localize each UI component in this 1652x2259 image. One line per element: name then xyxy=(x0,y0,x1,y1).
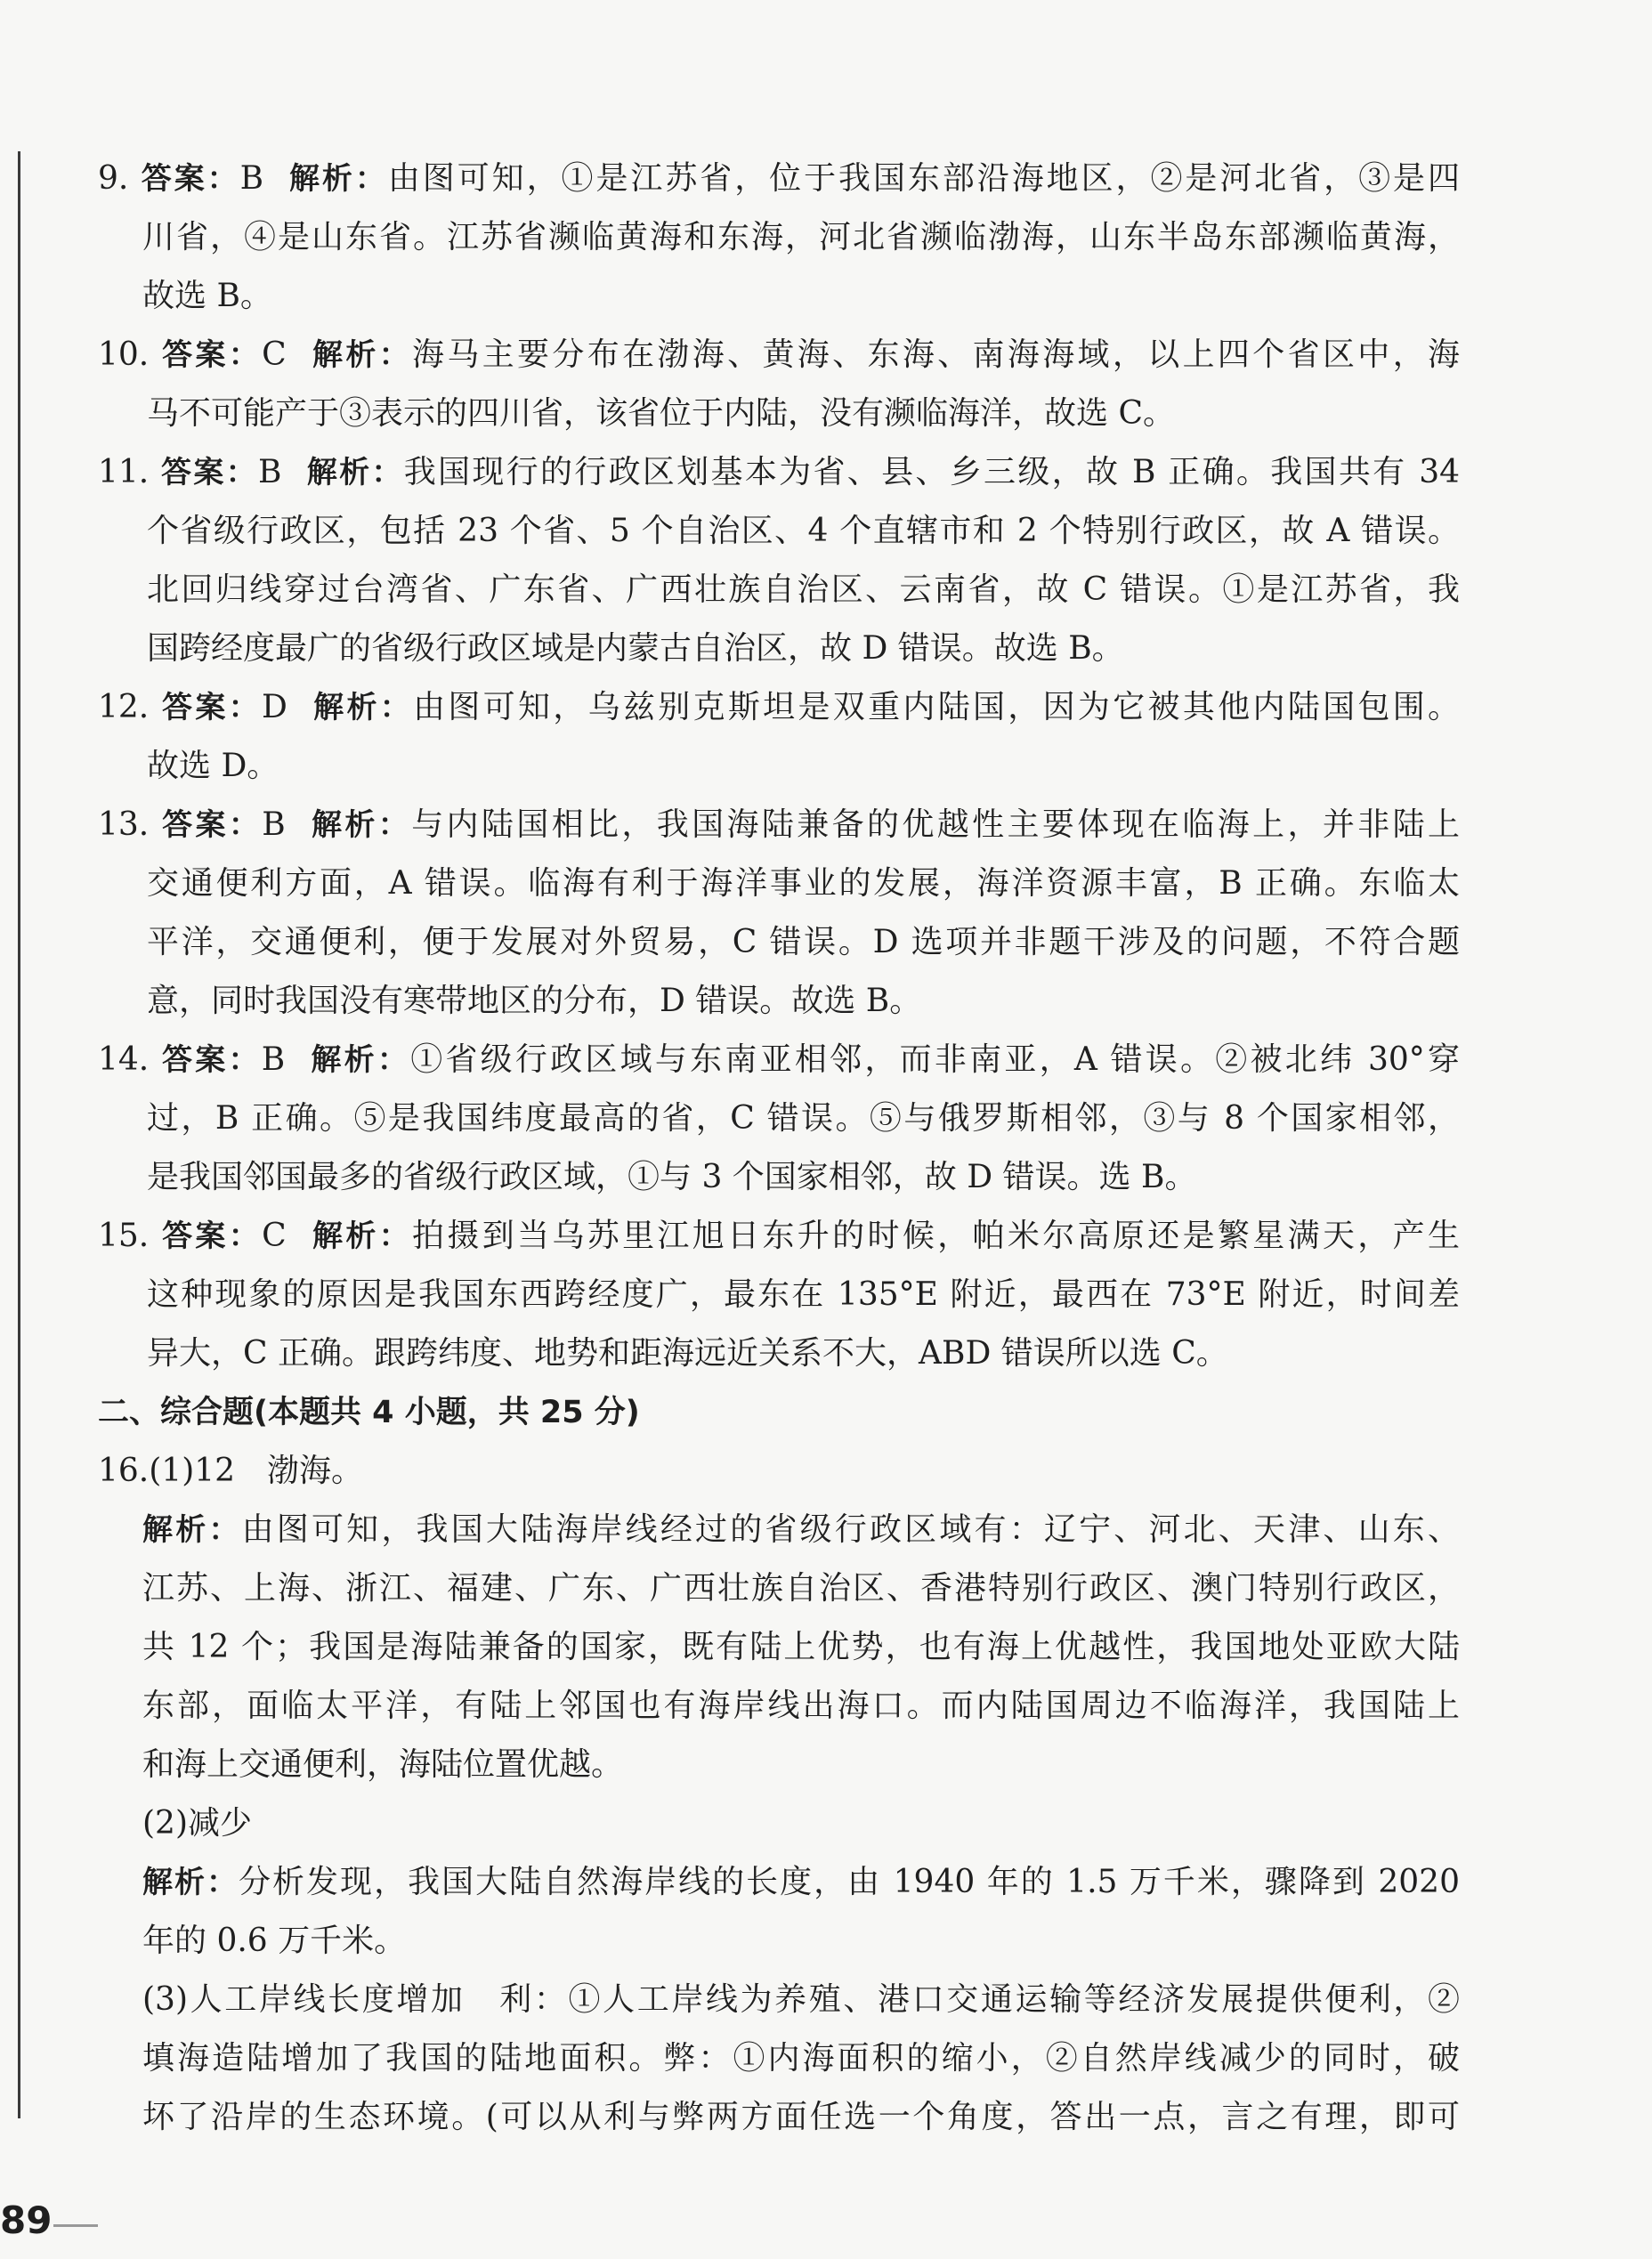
q16-analysis-1-line-4: 东部，面临太平洋，有陆上邻国也有海岸线出海口。而内陆国周边不临海洋，我国陆上 xyxy=(142,1688,1460,1724)
q16-analysis-2-line-1: 解析：分析发现，我国大陆自然海岸线的长度，由 1940 年的 1.5 万千米，骤降到 2020 xyxy=(142,1864,1460,1900)
q10-line-2: 马不可能产于③表示的四川省，该省位于内陆，没有濒临海洋，故选 C。 xyxy=(147,395,1175,432)
q16-analysis-1-line-5: 和海上交通便利，海陆位置优越。 xyxy=(142,1746,624,1783)
q9-line-1: 9. 答案：B 解析：由图可知，①是江苏省，位于我国东部沿海地区，②是河北省，③是四 xyxy=(98,160,1460,197)
q13-line-1: 13. 答案：B 解析：与内陆国相比，我国海陆兼备的优越性主要体现在临海上，并非陆上 xyxy=(98,806,1461,843)
q9-line-2: 川省，④是山东省。江苏省濒临黄海和东海，河北省濒临渤海，山东半岛东部濒临黄海， xyxy=(142,219,1460,255)
q16-part-1: 16.(1)12 渤海。 xyxy=(98,1453,364,1489)
q10-line-1: 10. 答案：C 解析：海马主要分布在渤海、黄海、东海、南海海域，以上四个省区中，海 xyxy=(98,336,1460,373)
q11-line-4: 国跨经度最广的省级行政区域是内蒙古自治区，故 D 错误。故选 B。 xyxy=(147,630,1124,667)
margin-rule xyxy=(18,151,20,2118)
q11-line-1: 11. 答案：B 解析：我国现行的行政区划基本为省、县、乡三级，故 B 正确。我国共有 34 xyxy=(98,454,1461,490)
q9-line-3: 故选 B。 xyxy=(142,278,272,314)
q11-line-3: 北回归线穿过台湾省、广东省、广西壮族自治区、云南省，故 C 错误。①是江苏省，我 xyxy=(147,571,1460,608)
q16-part-3-line-3: 坏了沿岸的生态环境。(可以从利与弊两方面任选一个角度，答出一点，言之有理，即可 xyxy=(142,2099,1460,2135)
answer-content xyxy=(98,150,1460,2147)
q16-analysis-2-line-2: 年的 0.6 万千米。 xyxy=(142,1923,407,1959)
q13-line-2: 交通便利方面，A 错误。临海有利于海洋事业的发展，海洋资源丰富，B 正确。东临太 xyxy=(147,865,1460,902)
page-number: 89 xyxy=(0,2198,53,2242)
q11-line-2: 个省级行政区，包括 23 个省、5 个自治区、4 个直辖市和 2 个特别行政区，故 A 错误。 xyxy=(147,513,1460,549)
q14-line-3: 是我国邻国最多的省级行政区域，①与 3 个国家相邻，故 D 错误。选 B。 xyxy=(147,1159,1197,1195)
q14-line-1: 14. 答案：B 解析：①省级行政区域与东南亚相邻，而非南亚，A 错误。②被北纬 30°穿 xyxy=(98,1041,1461,1078)
q13-line-4: 意，同时我国没有寒带地区的分布，D 错误。故选 B。 xyxy=(147,983,922,1019)
q14-line-2: 过，B 正确。⑤是我国纬度最高的省，C 错误。⑤与俄罗斯相邻，③与 8 个国家相邻， xyxy=(147,1100,1460,1137)
q16-analysis-1-line-3: 共 12 个；我国是海陆兼备的国家，既有陆上优势，也有海上优越性，我国地处亚欧大陆 xyxy=(142,1629,1460,1665)
section-title: 二、综合题(本题共 4 小题，共 25 分) xyxy=(98,1395,640,1430)
q12-line-2: 故选 D。 xyxy=(147,748,279,784)
q12-line-1: 12. 答案：D 解析：由图可知，乌兹别克斯坦是双重内陆国，因为它被其他内陆国包围。 xyxy=(98,689,1461,725)
q16-analysis-1-line-1: 解析：由图可知，我国大陆海岸线经过的省级行政区域有：辽宁、河北、天津、山东、 xyxy=(142,1511,1460,1548)
page-number-rule xyxy=(53,2224,98,2227)
q16-part-3-line-1: (3)人工岸线长度增加 利：①人工岸线为养殖、港口交通运输等经济发展提供便利，② xyxy=(142,1981,1460,2018)
q16-analysis-1-line-2: 江苏、上海、浙江、福建、广东、广西壮族自治区、香港特别行政区、澳门特别行政区， xyxy=(142,1570,1460,1607)
q15-line-1: 15. 答案：C 解析：拍摄到当乌苏里江旭日东升的时候，帕米尔高原还是繁星满天，产生 xyxy=(98,1218,1460,1254)
q15-line-2: 这种现象的原因是我国东西跨经度广，最东在 135°E 附近，最西在 73°E 附近，时间差 xyxy=(147,1276,1460,1313)
q16-part-2: (2)减少 xyxy=(142,1805,252,1842)
q13-line-3: 平洋，交通便利，便于发展对外贸易，C 错误。D 选项并非题干涉及的问题，不符合题 xyxy=(147,924,1460,960)
q15-line-3: 异大，C 正确。跟跨纬度、地势和距海远近关系不大，ABD 错误所以选 C。 xyxy=(147,1335,1228,1372)
q16-part-3-line-2: 填海造陆增加了我国的陆地面积。弊：①内海面积的缩小，②自然岸线减少的同时，破 xyxy=(142,2040,1460,2077)
